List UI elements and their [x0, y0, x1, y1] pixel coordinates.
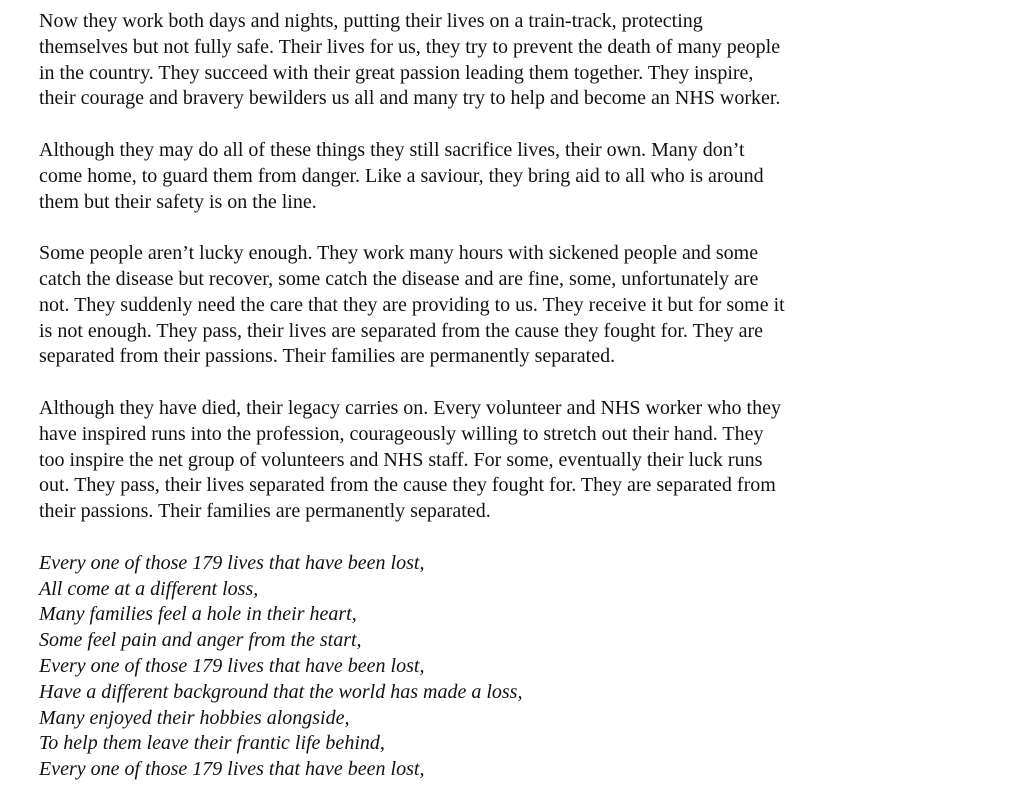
- text-line: separated from their passions. Their families are permanently separated.: [39, 345, 616, 368]
- poem-line: Many enjoyed their hobbies alongside,: [39, 706, 350, 729]
- poem-line: Every one of those 179 lives that have been lost,: [39, 551, 425, 574]
- poem-line: Have a different background that the world has made a loss,: [39, 680, 523, 703]
- paragraph-1: [39, 9, 879, 112]
- text-line: Some people aren’t lucky enough. They work many hours with sickened people and some: [39, 242, 759, 265]
- poem-line: Many families feel a hole in their heart,: [39, 603, 357, 626]
- text-line: have inspired runs into the profession, courageously willing to stretch out their hand. They: [39, 422, 764, 445]
- poem-line: Every one of those 179 lives that have been lost,: [39, 758, 425, 781]
- text-line: is not enough. They pass, their lives are separated from the cause they fought for. They are: [39, 319, 764, 342]
- paragraph-2: [39, 138, 879, 215]
- text-line: in the country. They succeed with their great passion leading them together. They inspire,: [39, 61, 754, 84]
- poem-line: Some feel pain and anger from the start,: [39, 629, 362, 652]
- text-line: their passions. Their families are permanently separated.: [39, 500, 491, 523]
- text-line: not. They suddenly need the care that they are providing to us. They receive it but for some it: [39, 293, 785, 316]
- text-line: Although they have died, their legacy carries on. Every volunteer and NHS worker who they: [39, 396, 781, 419]
- document-body: [39, 9, 879, 809]
- text-line: catch the disease but recover, some catch the disease and are fine, some, unfortunately are: [39, 267, 759, 290]
- poem-line: All come at a different loss,: [39, 577, 259, 600]
- text-line: come home, to guard them from danger. Like a saviour, they bring aid to all who is around: [39, 164, 764, 187]
- text-line: their courage and bravery bewilders us all and many try to help and become an NHS worker.: [39, 87, 781, 110]
- poem-line: Every one of those 179 lives that have been lost,: [39, 654, 425, 677]
- poem-stanza: [39, 551, 879, 783]
- paragraph-3: [39, 241, 879, 370]
- text-line: out. They pass, their lives separated from the cause they fought for. They are separated from: [39, 474, 776, 497]
- text-line: Now they work both days and nights, putting their lives on a train-track, protecting: [39, 10, 703, 32]
- paragraph-4: [39, 396, 879, 525]
- text-line: too inspire the net group of volunteers and NHS staff. For some, eventually their luck runs: [39, 448, 763, 471]
- text-line: themselves but not fully safe. Their lives for us, they try to prevent the death of many people: [39, 35, 781, 58]
- text-line: Although they may do all of these things they still sacrifice lives, their own. Many don’t: [39, 138, 745, 161]
- poem-line: To help them leave their frantic life behind,: [39, 732, 385, 755]
- text-line: them but their safety is on the line.: [39, 190, 317, 213]
